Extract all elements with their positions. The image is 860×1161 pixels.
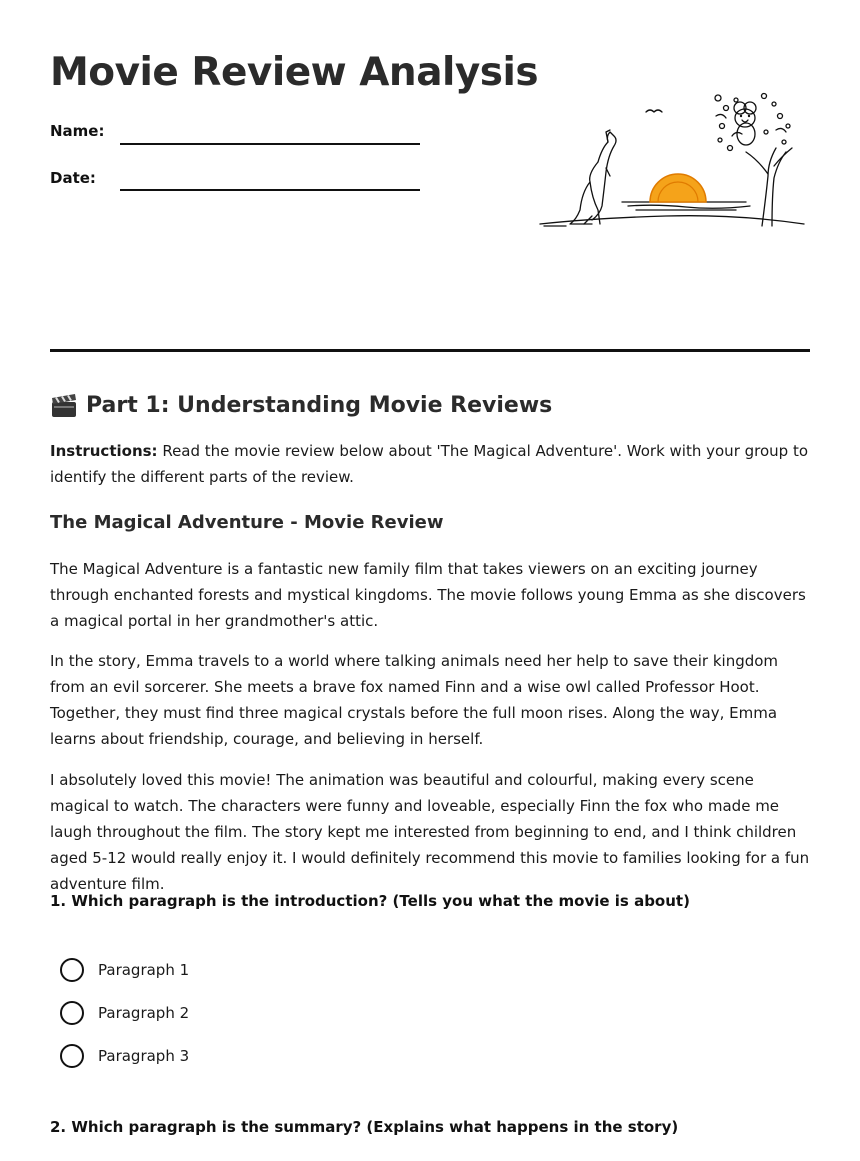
name-field[interactable]	[120, 143, 420, 145]
review-paragraph-3: I absolutely loved this movie! The animation was beautiful and colourful, making every scene magical to watch. The characters were funny and loveable, especially Finn the fox who made me laugh throughout the film. The story kept me interested from beginning to end, and I think children aged 5-12 would really enjoy it. I would definitely recommend this movie to families looking for a fun adventure film.	[50, 771, 810, 893]
review-title: The Magical Adventure - Movie Review	[50, 512, 444, 533]
date-label: Date:	[50, 169, 96, 187]
question-1-option-2[interactable]	[60, 1000, 189, 1026]
instructions-label: Instructions:	[50, 442, 158, 460]
radio-button[interactable]	[60, 958, 84, 982]
kangaroo-sunset-koala-tree-illustration	[536, 86, 808, 234]
part1-heading	[50, 389, 552, 421]
part1-heading-text: Part 1: Understanding Movie Reviews	[86, 392, 553, 418]
question-1-option-3[interactable]	[60, 1043, 189, 1069]
instructions	[50, 438, 810, 490]
question-1: 1. Which paragraph is the introduction? (Tells you what the movie is about)	[50, 892, 690, 910]
option-label: Paragraph 2	[98, 1004, 190, 1022]
page-title: Movie Review Analysis	[50, 50, 539, 95]
date-field[interactable]	[120, 189, 420, 191]
question-2: 2. Which paragraph is the summary? (Explains what happens in the story)	[50, 1118, 679, 1136]
radio-button[interactable]	[60, 1044, 84, 1068]
clapperboard-icon	[50, 391, 78, 419]
name-label: Name:	[50, 122, 105, 140]
option-label: Paragraph 3	[98, 1047, 190, 1065]
section-divider	[50, 349, 810, 352]
option-label: Paragraph 1	[98, 961, 190, 979]
radio-button[interactable]	[60, 1001, 84, 1025]
instructions-text: Read the movie review below about 'The Magical Adventure'. Work with your group to identify the different parts of the review.	[50, 442, 809, 486]
review-paragraph-1: The Magical Adventure is a fantastic new family film that takes viewers on an exciting journey through enchanted forests and mystical kingdoms. The movie follows young Emma as she discovers a magical portal in her grandmother's attic.	[50, 560, 806, 630]
review-paragraph-2: In the story, Emma travels to a world where talking animals need her help to save their kingdom from an evil sorcerer. She meets a brave fox named Finn and a wise owl called Professor Hoot. Together, they must find three magical crystals before the full moon rises. Along the way, Emma learns about friendship, courage, and believing in herself.	[50, 652, 779, 748]
question-1-option-1[interactable]	[60, 957, 189, 983]
